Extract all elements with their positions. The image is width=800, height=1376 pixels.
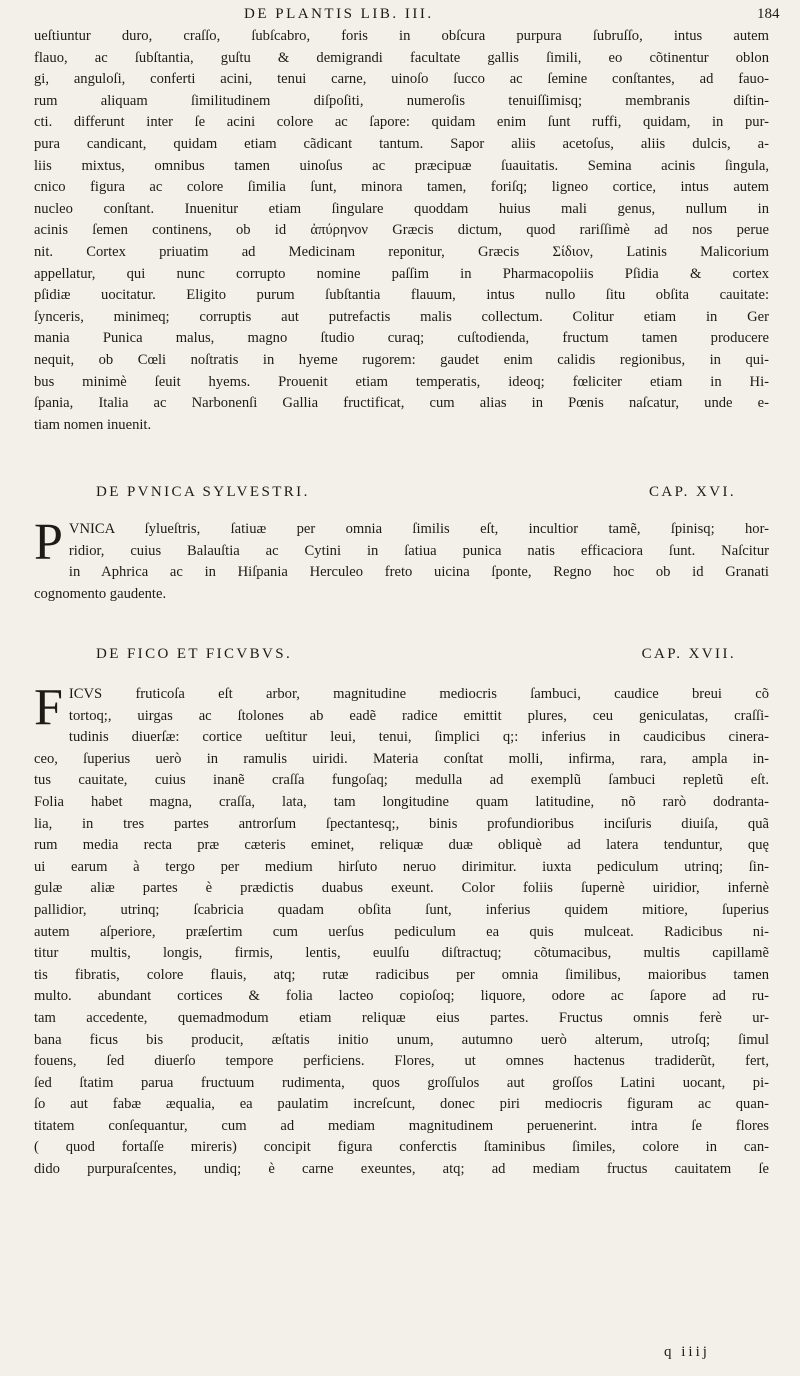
text-line: rum media recta præ cæteris eminet, reliquæ duæ obliquè ad latera tenduntur, quę [34, 837, 769, 854]
chapter-heading-16 [96, 484, 736, 501]
text-line: cti. differunt inter ſe acini colore ac ſapore: quidam enim ſunt ruffi, quidam, in pur- [34, 114, 769, 131]
text-line: liis mixtus, omnibus tamen uinoſus ac præcipuæ ſuauitatis. Semina acinis ſingula, [34, 157, 769, 174]
text-line: titatem conſequantur, cum ad mediam magnitudinem peruenerint. intra ſe flores [34, 1117, 769, 1134]
text-line: fouens, ſed diuerſo tempore perficiens. Flores, ut omnes hactenus tradiderũt, fert, [34, 1053, 769, 1070]
text-line: lia, in tres partes antrorſum ſpectantesq;, binis profundioribus inciſuris diuiſa, quã [34, 815, 769, 832]
text-line: acinis ſemen continens, ob id ἀπύρηνον Græcis dictum, quod rariſſimè ad nos perue [34, 222, 769, 239]
text-line: bus minimè ſeuit hyems. Prouenit etiam temperatis, ideoq; fœliciter etiam in Hi- [34, 373, 769, 390]
running-head: DE PLANTIS LIB. III. [244, 6, 434, 22]
text-line: rum aliquam ſimilitudinem diſpoſiti, numeroſis tenuiſſimisq; membranis diſtin- [34, 92, 769, 109]
chapter-title: DE PVNICA SYLVESTRI. [96, 484, 310, 500]
text-line: in Aphrica ac in Hiſpania Herculeo freto uicina ſponte, Regno hoc ob id Granati [68, 564, 769, 581]
text-line: tus cauitate, cuius inanẽ craſſa fungoſaq; medulla ad exemplũ ſambuci repletũ eſt. [34, 772, 769, 789]
text-line: gulæ aliæ partes è prædictis duabus exeunt. Color foliis ſupernè uiridior, infernè [34, 880, 769, 897]
text-line: ſynceris, minimeq; corruptis aut putrefactis malis collectum. Colitur etiam in Ger [34, 308, 769, 325]
text-line: ſpania, Italia ac Narbonenſi Gallia fructificat, cum alias in Pœnis naſcatur, unde e- [34, 395, 769, 412]
text-line: tudinis diuerſæ: cortice ueſtitur leui, tenui, ſimplici q;: inferius in caudicibus cinera- [68, 729, 769, 746]
text-line: VNICA ſylueſtris, ſatiuæ per omnia ſimilis eſt, incultior tamẽ, ſpinisq; hor- [68, 521, 769, 537]
chapter-number: CAP. XVI. [648, 484, 736, 500]
text-line: flauo, ac ſubſtantia, guſtu & demigrandi facultate gallis ſimili, eo cõtinentur oblon [34, 49, 769, 66]
text-line: cnico figura ac colore ſimilia ſunt, minora tamen, foriſq; ligneo cortice, intus autem [34, 179, 769, 196]
text-line: tis fibratis, colore flauis, atq; rutæ radicibus per omnia ſimilibus, maioribus tamen [34, 966, 769, 983]
text-line: ſed ſtatim parua fructuum rudimenta, quos groſſulos aut groſſos Latini uocant, pi- [34, 1074, 769, 1091]
page-number: 184 [757, 6, 780, 22]
text-line: tam accedente, quemadmodum etiam reliquæ eius partes. Fructus omnis ferè ur- [34, 1009, 769, 1026]
text-line: pura candicant, quidam etiam cãdicant tantum. Sapor aliis acetoſus, aliis dulcis, a- [34, 135, 769, 152]
text-line: ui earum à tergo per medium hirſuto neruo dirimitur. iuxta pediculum utrinq; ſin- [34, 858, 769, 875]
text-line: mania Punica malus, magno ſtudio curaq; cuſtodienda, fructum tamen producere [34, 330, 769, 347]
text-line: multo. abundant cortices & folia lacteo copioſoq; liquore, odore ac ſapore ad ru- [34, 988, 769, 1005]
text-line: dido purpuraſcentes, undiq; è carne exeuntes, atq; ad mediam fructus cauitatem ſe [34, 1161, 769, 1178]
signature-mark: q iiij [664, 1344, 710, 1360]
text-line: tortoq;, uirgas ac ſtolones ab eadẽ radice emittit plures, ceu geniculatas, craſſi- [68, 707, 769, 724]
chapter-title: DE FICO ET FICVBVS. [96, 646, 293, 662]
chapter-number: CAP. XVII. [641, 646, 736, 662]
text-line: cognomento gaudente. [34, 585, 167, 602]
text-line: autem aſperiore, præſertim cum uerſus pediculum ea quis mulceat. Radicibus ni- [34, 923, 769, 940]
continued-text-block [34, 26, 769, 436]
text-line: pſidiæ uocitatur. Eligito purum ſubſtantia flauum, intus nullo ſitu obſita cauitate: [34, 287, 769, 304]
text-line: appellatur, qui nunc corrupto nomine paſſim in Pharmacopoliis Pſidia & cortex [34, 265, 769, 282]
drop-cap: F [34, 679, 63, 736]
text-line: Folia habet magna, craſſa, lata, tam longitudine quam latitudine, nõ rarò dodranta- [34, 793, 769, 810]
text-line: pallidior, utrinq; ſcabricia quadam obſita ſunt, inferius quidem mitiore, ſuperius [34, 901, 769, 918]
text-line: gi, anguloſi, conferti acini, tenui carne, uinoſo ſucco ac ſemine conſtantes, ad fauo- [34, 71, 769, 88]
text-line: ridior, cuius Balauſtia ac Cytini in ſatiua punica natis efficaciora ſunt. Naſcitur [68, 542, 769, 559]
text-line: nit. Cortex priuatim ad Medicinam reponitur, Græcis Σίδιον, Latinis Malicorium [34, 243, 769, 260]
chapter-16-text [34, 514, 769, 605]
text-line: nucleo conſtant. Inuenitur etiam ſingulare quoddam huius mali genus, nullum in [34, 200, 769, 217]
text-line: ( quod fortaſſe mireris) concipit figura conferctis ſtaminibus ſimiles, colore in can- [34, 1139, 769, 1156]
text-line: bana ficus bis producit, æſtatis initio unum, autumno uerò alterum, utroſq; ſimul [34, 1031, 769, 1048]
text-line: nequit, ob Cœli noſtratis in hyeme rugorem: gaudet enim calidis regionibus, in qui- [34, 351, 769, 368]
text-line: titur multis, longis, firmis, lentis, euulſu diſtractuq; cõtumacibus, multis capillamẽ [34, 945, 769, 962]
text-line: tiam nomen inuenit. [34, 416, 152, 433]
text-line: ICVS fruticoſa eſt arbor, magnitudine mediocris ſambuci, caudice breui cõ [68, 686, 769, 702]
chapter-heading-17 [96, 646, 736, 663]
drop-cap: P [34, 514, 63, 571]
text-line: ueſtiuntur duro, craſſo, ſubſcabro, foris in obſcura purpura ſubruſſo, intus autem [34, 28, 769, 44]
chapter-17-text [34, 679, 769, 1181]
text-line: ſo aut fabæ æqualia, ea paulatim increſcunt, donec piri mediocris figuram ac quan- [34, 1096, 769, 1113]
text-line: ceo, ſuperius uerò in ramulis uiridi. Materia conſtat molli, infirma, rara, ampla in- [34, 750, 769, 767]
